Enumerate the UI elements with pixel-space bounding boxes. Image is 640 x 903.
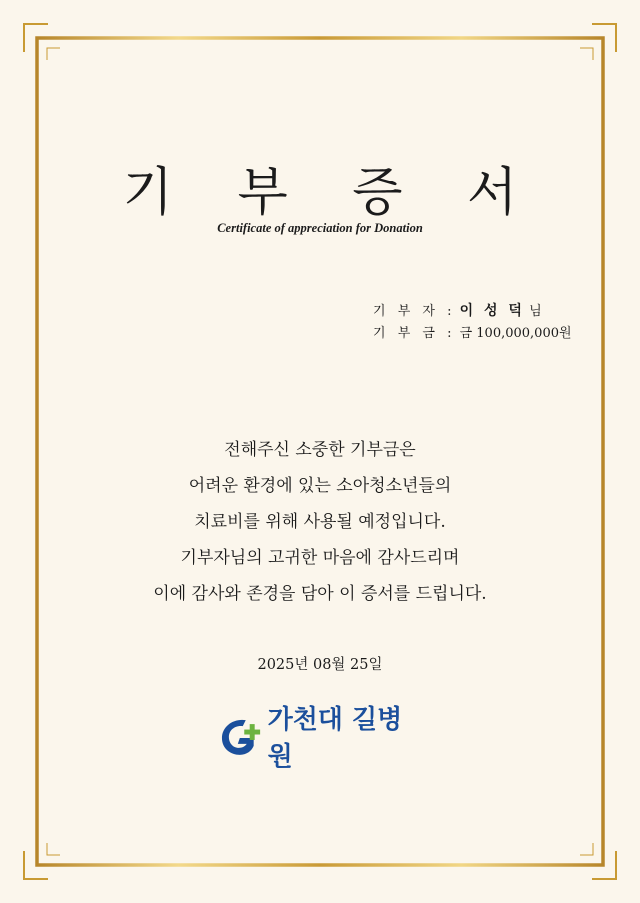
body-line: 이에 감사와 존경을 담아 이 증서를 드립니다. bbox=[153, 584, 487, 604]
body-line: 전해주신 소중한 기부금은 bbox=[224, 440, 416, 460]
issue-date: 2025년 08월 25일 bbox=[257, 657, 383, 673]
body-line: 어려운 환경에 있는 소아청소년들의 bbox=[188, 476, 452, 496]
donor-suffix: 님 bbox=[529, 304, 542, 319]
donor-info bbox=[373, 300, 572, 345]
certificate-title: 기 부 증 서 bbox=[122, 163, 542, 223]
donor-label: 기 부 자 : bbox=[373, 304, 456, 319]
amount-value: 금 100,000,000원 bbox=[459, 326, 572, 341]
amount-row bbox=[373, 323, 572, 345]
amount-label: 기 부 금 : bbox=[373, 326, 456, 341]
logo-text: 가천대 길병원 bbox=[267, 705, 403, 772]
body-line: 기부자님의 고귀한 마음에 감사드리며 bbox=[180, 548, 460, 568]
body-line: 치료비를 위해 사용될 예정입니다. bbox=[194, 512, 446, 532]
gachon-g-icon bbox=[216, 714, 266, 758]
certificate-body bbox=[0, 432, 640, 612]
donor-name: 이 성 덕 bbox=[459, 303, 525, 319]
donor-row bbox=[373, 300, 572, 323]
certificate-subtitle: Certificate of appreciation for Donation bbox=[217, 221, 423, 235]
hospital-logo bbox=[216, 705, 426, 772]
